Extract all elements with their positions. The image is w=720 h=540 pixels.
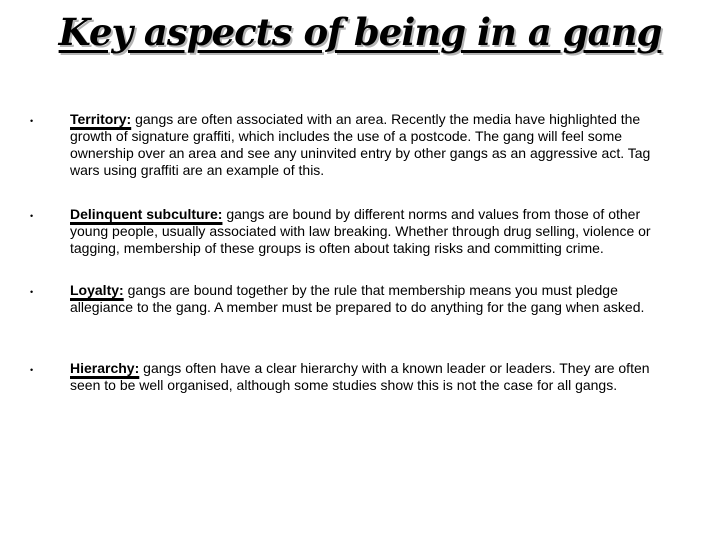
bullet-term: Hierarchy:: [70, 360, 140, 376]
bullet-term: Delinquent subculture:: [70, 206, 223, 222]
bullet-body: gangs are often associated with an area. Recently the media have highlighted the growth of signature graffiti, which includes the use of a postcode. The gang will feel some ownership over an area and see any uninvited entry by other gangs as an aggressive act. Tag wars using graffiti are an example of this.: [70, 111, 651, 178]
bullet-text: [70, 360, 670, 394]
bullet-term: Territory:: [70, 111, 132, 127]
bullet-text: [70, 111, 670, 179]
bullet-body: gangs often have a clear hierarchy with a known leader or leaders. They are often seen to be well organised, although some studies show this is not the case for all gangs.: [70, 360, 650, 393]
bullet-dot: •: [30, 116, 34, 126]
bullet-dot: •: [30, 287, 34, 297]
bullet-text: [70, 282, 670, 316]
bullet-body: gangs are bound by different norms and values from those of other young people, usually associated with law breaking. Whether through drug selling, violence or tagging, membership of these groups is often about taking risks and committing crime.: [70, 206, 651, 256]
bullet-text: [70, 206, 670, 257]
bullet-term: Loyalty:: [70, 282, 124, 298]
slide-title: Key aspects of being in a gang: [58, 10, 662, 54]
bullet-dot: •: [30, 365, 34, 375]
bullet-body: gangs are bound together by the rule that membership means you must pledge allegiance to the gang. A member must be prepared to do anything for the gang when asked.: [70, 282, 645, 315]
bullet-dot: •: [30, 211, 34, 221]
